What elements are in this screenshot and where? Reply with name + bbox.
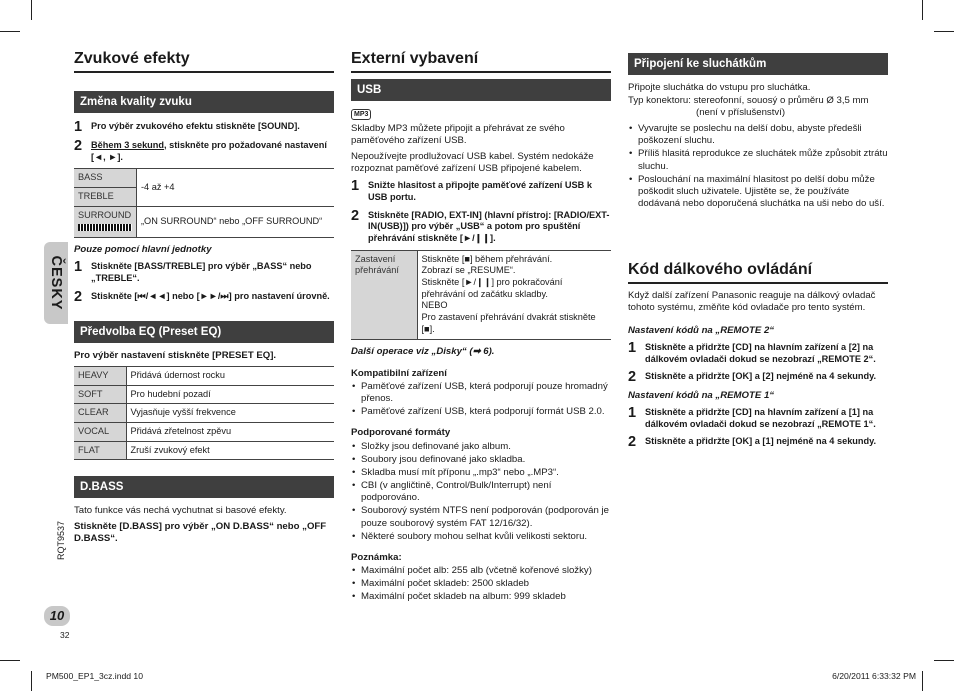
section-title: Kód dálkového ovládání xyxy=(628,261,888,284)
crop-mark xyxy=(934,660,954,661)
step: 2 Stiskněte [RADIO, EXT-IN] (hlavní přístroj: [RADIO/EXT-IN(USB)]) pro výběr „USB“ a potom pro spuštění přehrávání stiskněte [►/❙❙]. xyxy=(351,207,610,244)
preset-eq-table: HEAVY Přidává údernost rocku SOFT Pro hudební pozadí CLEAR Vyjasňuje vyšší frekvence VOCAL Přidává zřetelnost zpěvu FLAT Zruší zvukový efekt xyxy=(74,366,334,460)
subsection-heading: Změna kvality zvuku xyxy=(74,91,334,113)
footer-date: 6/20/2011 6:33:32 PM xyxy=(832,671,916,681)
stop-playback-table: Zastavení přehrávání Stiskněte [■] během přehrávání. Zobrazí se „RESUME“. Stiskněte [►/❙❙] pro pokračování přehrávání od začátku skladby. NEBO Pro zastavení přehrávání dvakrát stiskněte [■]. xyxy=(351,250,611,340)
dbass-instruction: Stiskněte [D.BASS] pro výběr „ON D.BASS“ nebo „OFF D.BASS“. xyxy=(74,521,327,545)
dbass-text: Tato funkce vás nechá vychutnat si basové efekty. xyxy=(74,505,287,517)
language-tab-label: ČESKY xyxy=(48,255,65,311)
crop-mark xyxy=(31,0,32,20)
step: 2 Stiskněte [⏮/◄◄] nebo [►►/⏭] pro nastavení úrovně. xyxy=(74,288,330,305)
compatible-devices-list: • Paměťové zařízení USB, která podporují pouze hromadný přenos. • Paměťové zařízení USB, která podporují formát USB 2.0. xyxy=(351,381,611,419)
crop-mark xyxy=(922,0,923,20)
step: 2 Během 3 sekund, stiskněte pro požadované nastavení [◄, ►]. xyxy=(74,138,327,162)
crop-mark xyxy=(31,671,32,691)
step: 1 Stiskněte a přidržte [CD] na hlavním zařízení a [1] na dálkovém ovladači dokud se nezobrazí „REMOTE 1“. xyxy=(628,404,876,429)
page-number: 10 xyxy=(44,606,70,626)
notes-list: • Maximální počet alb: 255 alb (včetně kořenové složky) • Maximální počet skladeb: 2500 skladeb • Maximální počet skladeb na album: 999 skladeb xyxy=(351,565,611,604)
step: 2 Stiskněte a přidržte [OK] a [1] nejméně na 4 sekundy. xyxy=(628,434,877,451)
crop-mark xyxy=(934,31,954,32)
surround-icon xyxy=(78,224,132,231)
main-unit-note: Pouze pomocí hlavní jednotky xyxy=(74,244,212,256)
step: 1 Stiskněte a přidržte [CD] na hlavním zařízení a [2] na dálkovém ovladači dokud se nezobrazí „REMOTE 2“. xyxy=(628,339,876,364)
more-operations-link: Další operace viz „Disky“ (➡ 6). xyxy=(351,345,495,357)
supported-formats-list: • Složky jsou definované jako album. • Soubory jsou definované jako skladba. • Skladba musí mít příponu „.mp3“ nebo „.MP3“. • CBI (v angličtině, Control/Bulk/Interrupt) není podporováno. • Souborový systém NTFS není podporován (podporován je pouze souborový systém FAT 12/16/32). • Některé soubory mohou selhat kvůli velikosti sektoru. xyxy=(351,441,611,543)
subsection-heading: USB xyxy=(351,79,611,101)
column-external-equipment: Externí vybavení USB MP3 Skladby MP3 můžete připojit a přehrávat ze svého paměťového zařízení USB. Nepoužívejte prodlužovací USB kabel. Systém nedokáže rozpoznat paměťové zařízení USB připojené kabelem. 1 Snižte hlasitost a připojte paměťové zařízení USB k USB portu. 2 Stiskněte [RADIO, EXT-IN] (hlavní přístroj: [RADIO/EXT-IN(USB)]) pro výběr „USB“ a potom pro spuštění přehrávání stiskněte [►/❙❙]. Zastavení přehrávání Stiskněte [■] během přehrávání. Zobrazí se „RESUME“. Stiskněte [►/❙❙] pro pokračování přehrávání od začátku skladby. NEBO Pro zastavení přehrávání dvakrát stiskněte [■]. Další operace viz „Disky“ (➡ 6). Kompatibilní zařízení • Paměťové zařízení USB, která podporují pouze hromadný přenos. • Paměťové zařízení USB, která podporují formát USB 2.0. Podporované formáty • Složky jsou definované jako album. • Soubory jsou definované jako skladba. • Skladba musí mít příponu „.mp3“ nebo „.MP3“. • CBI (v angličtině, Control/Bulk/Interrupt) není podporováno. • Souborový systém NTFS není podporován (podporován je pouze souborový systém FAT 12/16/32). • Některé soubory mohou selhat kvůli velikosti sektoru. Poznámka: • Maximální počet alb: 255 alb (včetně kořenové složky) • Maximální počet skladeb: 2500 skladeb • Maximální počet skladeb na album: 999 skladeb xyxy=(351,50,611,605)
headphone-warnings-list: • Vyvarujte se poslechu na delší dobu, abyste předešli poškození sluchu. • Příliš hlasitá reprodukce ze sluchátek může způsobit ztrátu sluchu. • Poslouchání na maximální hlasitost po delší dobu může poškodit sluch uživatele. Ujistěte se, že používáte dodávaná nebo doporučená sluchátka na uši nebo do uší. xyxy=(628,123,888,210)
step: 1 Snižte hlasitost a připojte paměťové zařízení USB k USB portu. xyxy=(351,178,592,202)
mp3-badge-icon: MP3 xyxy=(351,109,371,120)
subsection-heading: Připojení ke sluchátkům xyxy=(628,53,888,75)
footer-file: PM500_EP1_3cz.indd 10 xyxy=(46,671,143,681)
language-tab xyxy=(44,242,68,324)
step: 1 Pro výběr zvukového efektu stiskněte [SOUND]. xyxy=(74,118,300,135)
doc-code: RQT9537 xyxy=(56,520,66,560)
crop-mark xyxy=(0,660,20,661)
sub-page-number: 32 xyxy=(60,630,70,640)
preset-eq-intro: Pro výběr nastavení stiskněte [PRESET EQ]. xyxy=(74,349,277,361)
subsection-heading: D.BASS xyxy=(74,476,334,498)
column-sound-effects xyxy=(74,50,334,550)
step: 1 Stiskněte [BASS/TREBLE] pro výběr „BASS“ nebo „TREBLE“. xyxy=(74,259,312,284)
section-title: Externí vybavení xyxy=(351,50,611,73)
section-title: Zvukové efekty xyxy=(74,50,334,73)
subsection-heading: Předvolba EQ (Preset EQ) xyxy=(74,321,334,343)
step: 2 Stiskněte a přidržte [OK] a [2] nejméně na 4 sekundy. xyxy=(628,369,877,386)
column-headphones-remote: Připojení ke sluchátkům Připojte sluchátka do vstupu pro sluchátka. Typ konektoru: stereofonní, souosý o průměru Ø 3,5 mm (není v příslušenství) • Vyvarujte se poslechu na delší dobu, abyste předešli poškození sluchu. • Příliš hlasitá reprodukce ze sluchátek může způsobit ztrátu sluchu. • Poslouchání na maximální hlasitost po delší dobu může poškodit sluch uživatele. Ujistěte se, že používáte dodávaná nebo doporučená sluchátka na uši nebo do uší. Kód dálkového ovládání Když další zařízení Panasonic reaguje na dálkový ovladač tohoto systému, změňte kód ovladače pro tento systém. Nastavení kódů na „REMOTE 2“ 1 Stiskněte a přidržte [CD] na hlavním zařízení a [2] na dálkovém ovladači dokud se nezobrazí „REMOTE 2“. 2 Stiskněte a přidržte [OK] a [2] nejméně na 4 sekundy. Nastavení kódů na „REMOTE 1“ 1 Stiskněte a přidržte [CD] na hlavním zařízení a [1] na dálkovém ovladači dokud se nezobrazí „REMOTE 1“. 2 Stiskněte a přidržte [OK] a [1] nejméně na 4 sekundy. xyxy=(628,53,888,455)
sound-quality-table: BASS -4 až +4 TREBLE SURROUND „ON SURROUND“ nebo „OFF SURROUND“ xyxy=(74,168,334,238)
crop-mark xyxy=(0,31,20,32)
crop-mark xyxy=(922,671,923,691)
